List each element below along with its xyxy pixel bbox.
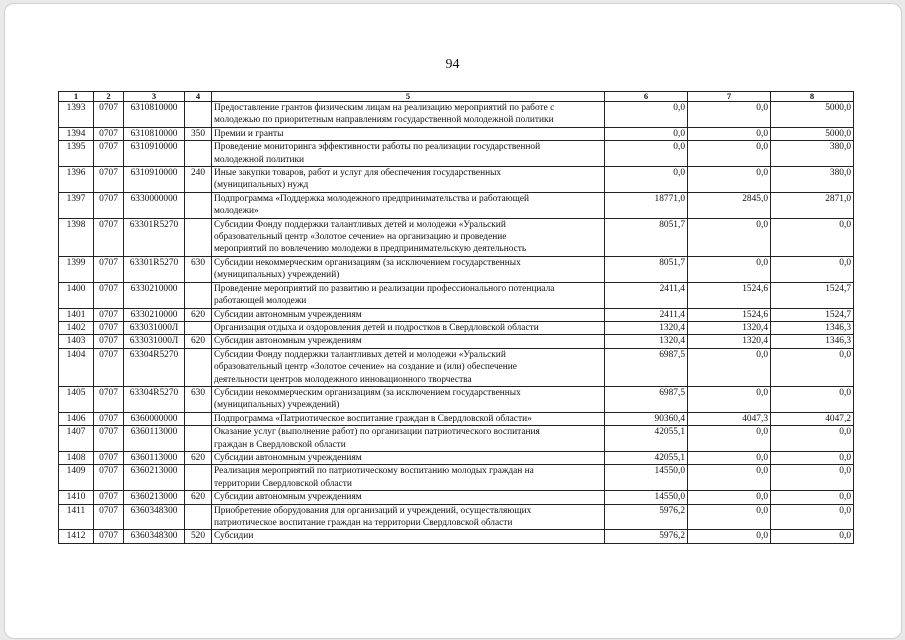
expense-type-cell: 630 xyxy=(185,386,212,412)
description-line: молодежью по приоритетным направлениям государственной молодежной политики xyxy=(214,115,554,126)
page-number: 94 xyxy=(445,57,460,72)
section-code-cell: 0707 xyxy=(94,530,124,543)
amount-col-6-cell: 14550,0 xyxy=(605,465,688,491)
description-line: Оказание услуг (выполнение работ) по организации патриотического воспитания xyxy=(214,427,540,438)
description-cell xyxy=(212,167,605,193)
section-code-cell: 0707 xyxy=(94,102,124,128)
description-line: Субсидии xyxy=(214,531,254,542)
table-row xyxy=(59,465,854,491)
description-cell xyxy=(212,141,605,167)
section-code-cell: 0707 xyxy=(94,426,124,452)
amount-col-7-cell: 0,0 xyxy=(688,218,771,256)
row-number-cell: 1406 xyxy=(59,412,94,425)
amount-col-6-cell: 0,0 xyxy=(605,141,688,167)
section-code-cell: 0707 xyxy=(94,504,124,530)
row-number-cell: 1407 xyxy=(59,426,94,452)
section-code-cell: 0707 xyxy=(94,127,124,140)
section-code-cell: 0707 xyxy=(94,335,124,348)
amount-col-8-cell: 0,0 xyxy=(771,451,854,464)
row-number-cell: 1404 xyxy=(59,348,94,386)
amount-col-6-cell: 1320,4 xyxy=(605,335,688,348)
description-line: молодежной политики xyxy=(214,154,305,165)
amount-col-7-cell: 0,0 xyxy=(688,141,771,167)
amount-col-7-cell: 0,0 xyxy=(688,386,771,412)
expense-type-cell xyxy=(185,141,212,167)
row-number-cell: 1412 xyxy=(59,530,94,543)
description-line: Проведение мониторинга эффективности работы по реализации государственной xyxy=(214,142,541,153)
expense-type-cell: 520 xyxy=(185,530,212,543)
amount-col-7-cell: 0,0 xyxy=(688,465,771,491)
expense-type-cell xyxy=(185,412,212,425)
description-line: Субсидии автономным учреждениям xyxy=(214,336,362,347)
description-cell xyxy=(212,308,605,321)
row-number-cell: 1395 xyxy=(59,141,94,167)
amount-col-8-cell: 2871,0 xyxy=(771,192,854,218)
amount-col-8-cell: 380,0 xyxy=(771,141,854,167)
description-cell xyxy=(212,335,605,348)
table-row xyxy=(59,308,854,321)
target-code-cell: 6330210000 xyxy=(124,308,185,321)
row-number-cell: 1410 xyxy=(59,491,94,504)
target-code-cell: 6330210000 xyxy=(124,282,185,308)
description-line: образовательный центр «Золотое сечение» на организацию и проведение xyxy=(214,232,507,243)
description-line: Реализация мероприятий по патриотическому воспитанию молодых граждан на xyxy=(214,466,534,477)
amount-col-6-cell: 2411,4 xyxy=(605,282,688,308)
row-number-cell: 1396 xyxy=(59,167,94,193)
target-code-cell: 633031000Л xyxy=(124,335,185,348)
amount-col-8-cell: 0,0 xyxy=(771,348,854,386)
description-line: Проведение мероприятий по развитию и реализации профессионального потенциала xyxy=(214,283,555,294)
section-code-cell: 0707 xyxy=(94,321,124,334)
amount-col-8-cell: 1346,3 xyxy=(771,321,854,334)
amount-col-8-cell: 4047,2 xyxy=(771,412,854,425)
section-code-cell: 0707 xyxy=(94,256,124,282)
description-line: Субсидии некоммерческим организациям (за исключением государственных xyxy=(214,257,521,268)
table-row xyxy=(59,102,854,128)
description-line: граждан в Свердловской области xyxy=(214,439,346,450)
expense-type-cell: 620 xyxy=(185,308,212,321)
expense-type-cell: 630 xyxy=(185,256,212,282)
target-code-cell: 633031000Л xyxy=(124,321,185,334)
header-cell: 3 xyxy=(124,92,185,102)
amount-col-6-cell: 8051,7 xyxy=(605,218,688,256)
description-line: Премии и гранты xyxy=(214,128,284,139)
description-line: Субсидии Фонду поддержки талантливых детей и молодежи «Уральский xyxy=(214,349,506,360)
target-code-cell: 6360213000 xyxy=(124,465,185,491)
description-line: патриотическое воспитание граждан на территории Свердловской области xyxy=(214,518,513,528)
target-code-cell: 63304R5270 xyxy=(124,348,185,386)
table-row xyxy=(59,451,854,464)
description-cell xyxy=(212,530,605,543)
amount-col-8-cell: 1524,7 xyxy=(771,308,854,321)
table-row xyxy=(59,426,854,452)
table-row xyxy=(59,218,854,256)
row-number-cell: 1411 xyxy=(59,504,94,530)
description-cell xyxy=(212,426,605,452)
amount-col-8-cell: 5000,0 xyxy=(771,127,854,140)
amount-col-6-cell: 2411,4 xyxy=(605,308,688,321)
header-cell: 1 xyxy=(59,92,94,102)
description-line: Субсидии Фонду поддержки талантливых детей и молодежи «Уральский xyxy=(214,219,506,230)
description-cell xyxy=(212,386,605,412)
description-line: Субсидии автономным учреждениям xyxy=(214,492,362,503)
section-code-cell: 0707 xyxy=(94,141,124,167)
amount-col-8-cell: 0,0 xyxy=(771,504,854,530)
table-row xyxy=(59,167,854,193)
target-code-cell: 6360113000 xyxy=(124,426,185,452)
row-number-cell: 1393 xyxy=(59,102,94,128)
amount-col-8-cell: 380,0 xyxy=(771,167,854,193)
section-code-cell: 0707 xyxy=(94,282,124,308)
table-row xyxy=(59,335,854,348)
section-code-cell: 0707 xyxy=(94,465,124,491)
expense-type-cell xyxy=(185,465,212,491)
expense-type-cell xyxy=(185,504,212,530)
amount-col-7-cell: 0,0 xyxy=(688,504,771,530)
expense-type-cell xyxy=(185,218,212,256)
description-cell xyxy=(212,491,605,504)
description-line: территории Свердловской области xyxy=(214,478,352,489)
description-line: (муниципальных) учреждений) xyxy=(214,270,340,281)
row-number-cell: 1403 xyxy=(59,335,94,348)
table-row xyxy=(59,504,854,530)
header-cell: 2 xyxy=(94,92,124,102)
amount-col-8-cell: 0,0 xyxy=(771,530,854,543)
amount-col-8-cell: 0,0 xyxy=(771,491,854,504)
amount-col-8-cell: 1346,3 xyxy=(771,335,854,348)
description-line: Подпрограмма «Патриотическое воспитание граждан в Свердловской области» xyxy=(214,413,532,424)
header-cell: 6 xyxy=(605,92,688,102)
description-cell xyxy=(212,348,605,386)
header-cell: 7 xyxy=(688,92,771,102)
header-cell: 5 xyxy=(212,92,605,102)
target-code-cell: 6310810000 xyxy=(124,102,185,128)
amount-col-8-cell: 0,0 xyxy=(771,218,854,256)
table-row xyxy=(59,491,854,504)
description-line: мероприятий по вовлечению молодежи в предпринимательскую деятельность xyxy=(214,244,527,255)
expense-type-cell xyxy=(185,348,212,386)
amount-col-7-cell: 0,0 xyxy=(688,451,771,464)
expense-type-cell: 620 xyxy=(185,335,212,348)
row-number-cell: 1401 xyxy=(59,308,94,321)
description-line: Иные закупки товаров, работ и услуг для обеспечения государственных xyxy=(214,168,502,179)
row-number-cell: 1402 xyxy=(59,321,94,334)
description-line: Субсидии автономным учреждениям xyxy=(214,309,362,320)
section-code-cell: 0707 xyxy=(94,167,124,193)
description-cell xyxy=(212,127,605,140)
amount-col-6-cell: 5976,2 xyxy=(605,504,688,530)
description-cell xyxy=(212,282,605,308)
description-line: Предоставление грантов физическим лицам на реализацию мероприятий по работе с xyxy=(214,103,555,113)
expense-type-cell: 240 xyxy=(185,167,212,193)
row-number-cell: 1399 xyxy=(59,256,94,282)
target-code-cell: 6360113000 xyxy=(124,451,185,464)
amount-col-6-cell: 6987,5 xyxy=(605,386,688,412)
target-code-cell: 6310810000 xyxy=(124,127,185,140)
description-line: работающей молодежи xyxy=(214,296,307,307)
description-line: деятельности центров молодежного инновационного творчества xyxy=(214,374,472,385)
section-code-cell: 0707 xyxy=(94,491,124,504)
description-cell xyxy=(212,465,605,491)
amount-col-7-cell: 1320,4 xyxy=(688,321,771,334)
description-cell xyxy=(212,412,605,425)
table-row xyxy=(59,141,854,167)
description-cell xyxy=(212,218,605,256)
description-line: Организация отдыха и оздоровления детей и подростков в Свердловской области xyxy=(214,322,539,333)
section-code-cell: 0707 xyxy=(94,451,124,464)
amount-col-8-cell: 0,0 xyxy=(771,426,854,452)
section-code-cell: 0707 xyxy=(94,348,124,386)
amount-col-6-cell: 42055,1 xyxy=(605,426,688,452)
table-row xyxy=(59,321,854,334)
section-code-cell: 0707 xyxy=(94,412,124,425)
description-line: Субсидии некоммерческим организациям (за исключением государственных xyxy=(214,387,521,398)
amount-col-7-cell: 0,0 xyxy=(688,256,771,282)
table-row xyxy=(59,348,854,386)
amount-col-6-cell: 6987,5 xyxy=(605,348,688,386)
target-code-cell: 6360348300 xyxy=(124,530,185,543)
target-code-cell: 6310910000 xyxy=(124,141,185,167)
expense-type-cell: 620 xyxy=(185,491,212,504)
header-cell: 4 xyxy=(185,92,212,102)
table-row xyxy=(59,412,854,425)
expense-type-cell xyxy=(185,102,212,128)
amount-col-7-cell: 0,0 xyxy=(688,167,771,193)
target-code-cell: 63304R5270 xyxy=(124,386,185,412)
row-number-cell: 1397 xyxy=(59,192,94,218)
target-code-cell: 63301R5270 xyxy=(124,256,185,282)
amount-col-6-cell: 14550,0 xyxy=(605,491,688,504)
amount-col-7-cell: 1524,6 xyxy=(688,282,771,308)
description-line: Подпрограмма «Поддержка молодежного предпринимательства и работающей xyxy=(214,193,530,204)
expense-type-cell xyxy=(185,426,212,452)
target-code-cell: 6310910000 xyxy=(124,167,185,193)
section-code-cell: 0707 xyxy=(94,192,124,218)
amount-col-8-cell: 0,0 xyxy=(771,465,854,491)
row-number-cell: 1405 xyxy=(59,386,94,412)
table-body xyxy=(59,102,854,544)
amount-col-6-cell: 0,0 xyxy=(605,102,688,128)
description-line: молодежи» xyxy=(214,206,259,217)
description-line: Субсидии автономным учреждениям xyxy=(214,452,362,463)
description-cell xyxy=(212,321,605,334)
table-row xyxy=(59,256,854,282)
table-row xyxy=(59,530,854,543)
row-number-cell: 1408 xyxy=(59,451,94,464)
table-row xyxy=(59,192,854,218)
amount-col-6-cell: 0,0 xyxy=(605,127,688,140)
amount-col-6-cell: 8051,7 xyxy=(605,256,688,282)
expense-type-cell: 350 xyxy=(185,127,212,140)
description-cell xyxy=(212,256,605,282)
amount-col-8-cell: 1524,7 xyxy=(771,282,854,308)
description-cell xyxy=(212,102,605,128)
target-code-cell: 6330000000 xyxy=(124,192,185,218)
amount-col-8-cell: 0,0 xyxy=(771,256,854,282)
amount-col-7-cell: 4047,3 xyxy=(688,412,771,425)
amount-col-8-cell: 0,0 xyxy=(771,386,854,412)
target-code-cell: 6360213000 xyxy=(124,491,185,504)
amount-col-7-cell: 0,0 xyxy=(688,491,771,504)
header-row xyxy=(59,92,854,102)
amount-col-7-cell: 0,0 xyxy=(688,127,771,140)
header-cell: 8 xyxy=(771,92,854,102)
budget-table xyxy=(58,91,854,544)
description-line: (муниципальных) нужд xyxy=(214,180,309,191)
row-number-cell: 1400 xyxy=(59,282,94,308)
amount-col-6-cell: 18771,0 xyxy=(605,192,688,218)
target-code-cell: 6360000000 xyxy=(124,412,185,425)
target-code-cell: 6360348300 xyxy=(124,504,185,530)
amount-col-7-cell: 0,0 xyxy=(688,530,771,543)
amount-col-7-cell: 0,0 xyxy=(688,348,771,386)
description-cell xyxy=(212,451,605,464)
row-number-cell: 1394 xyxy=(59,127,94,140)
expense-type-cell: 620 xyxy=(185,451,212,464)
amount-col-6-cell: 0,0 xyxy=(605,167,688,193)
target-code-cell: 63301R5270 xyxy=(124,218,185,256)
amount-col-7-cell: 1524,6 xyxy=(688,308,771,321)
table-row xyxy=(59,282,854,308)
amount-col-6-cell: 5976,2 xyxy=(605,530,688,543)
amount-col-7-cell: 2845,0 xyxy=(688,192,771,218)
expense-type-cell xyxy=(185,321,212,334)
description-line: Приобретение оборудования для организаций и учреждений, осуществляющих xyxy=(214,505,532,516)
description-cell xyxy=(212,504,605,530)
section-code-cell: 0707 xyxy=(94,386,124,412)
amount-col-7-cell: 1320,4 xyxy=(688,335,771,348)
description-line: образовательный центр «Золотое сечение» на создание и (или) обеспечение xyxy=(214,362,517,373)
amount-col-6-cell: 1320,4 xyxy=(605,321,688,334)
row-number-cell: 1409 xyxy=(59,465,94,491)
row-number-cell: 1398 xyxy=(59,218,94,256)
section-code-cell: 0707 xyxy=(94,218,124,256)
expense-type-cell xyxy=(185,192,212,218)
description-cell xyxy=(212,192,605,218)
amount-col-8-cell: 5000,0 xyxy=(771,102,854,128)
amount-col-7-cell: 0,0 xyxy=(688,426,771,452)
section-code-cell: 0707 xyxy=(94,308,124,321)
table-row xyxy=(59,386,854,412)
expense-type-cell xyxy=(185,282,212,308)
amount-col-7-cell: 0,0 xyxy=(688,102,771,128)
description-line: (муниципальных) учреждений) xyxy=(214,400,340,411)
amount-col-6-cell: 42055,1 xyxy=(605,451,688,464)
table-row xyxy=(59,127,854,140)
amount-col-6-cell: 90360,4 xyxy=(605,412,688,425)
